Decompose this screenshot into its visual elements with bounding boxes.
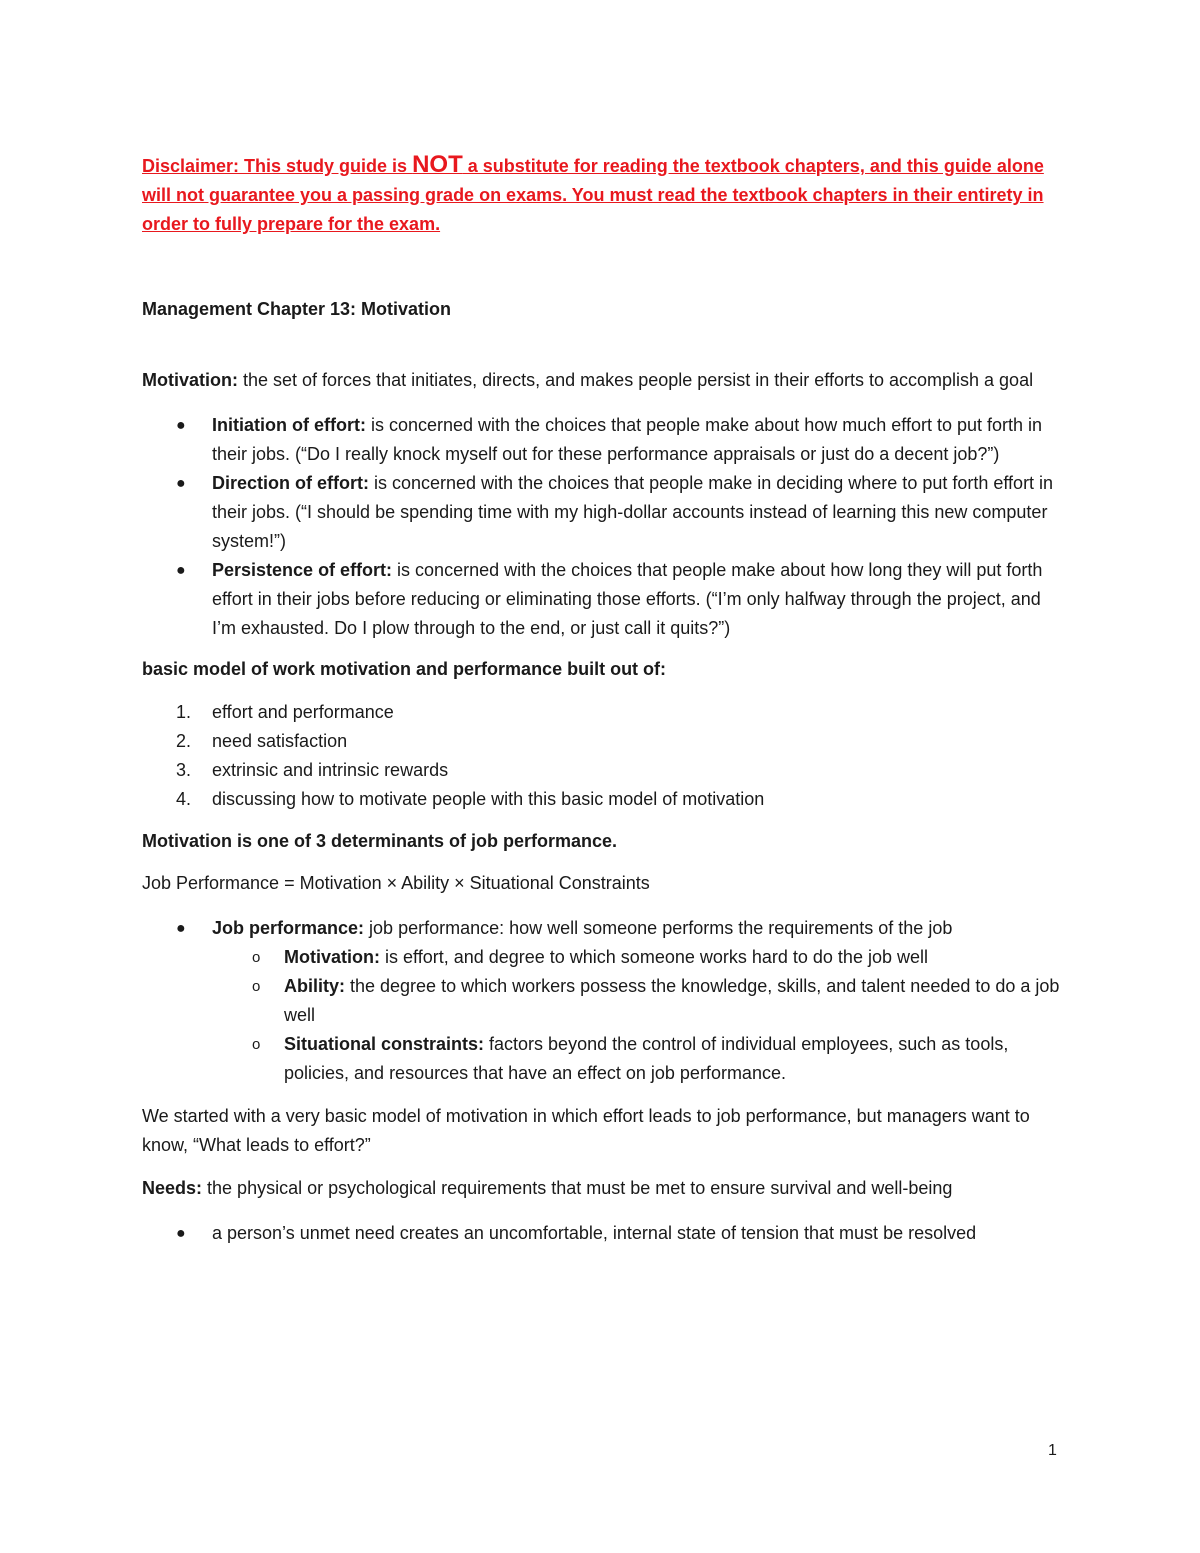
job-performance-sublist (212, 943, 1062, 1088)
model-heading: basic model of work motivation and performance built out of: (142, 659, 667, 679)
list-item (142, 1219, 1062, 1248)
list-item (142, 556, 1062, 643)
list-item (142, 698, 1062, 727)
list-item (142, 785, 1062, 814)
list-item-term: Job performance: (212, 918, 365, 938)
list-item (142, 756, 1062, 785)
list-number: 2. (176, 731, 192, 751)
needs-text: the physical or psychological requirements that must be met to ensure survival and well-being (202, 1178, 953, 1198)
job-performance-list (142, 914, 1062, 1088)
list-item (142, 411, 1062, 469)
motivation-text: the set of forces that initiates, directs, and makes people persist in their efforts to accomplish a goal (238, 370, 1034, 390)
sub-item-term: Ability: (284, 976, 345, 996)
list-item (142, 914, 1062, 1088)
motivation-term: Motivation: (142, 370, 238, 390)
list-item-text: need satisfaction (212, 731, 348, 751)
sub-item-text: factors beyond the control of individual employees, such as tools, policies, and resources that have an effect on job performance. (284, 1034, 1009, 1083)
chapter-title: Management Chapter 13: Motivation (142, 299, 452, 319)
list-item-text: a person’s unmet need creates an uncomfortable, internal state of tension that must be resolved (212, 1223, 977, 1243)
list-item-text: is concerned with the choices that people make in deciding where to put forth effort in their jobs. (“I should be spending time with my high-dollar accounts instead of learning this new computer system!”) (212, 473, 1054, 551)
list-item-text: job performance: how well someone performs the requirements of the job (364, 918, 953, 938)
list-item-term: Direction of effort: (212, 473, 369, 493)
model-list (142, 698, 1062, 814)
circle-bullet-icon: o (252, 978, 261, 995)
disclaimer-part2: a substitute for reading the textbook chapters, and this guide alone will not guarantee you a passing grade on exams. You must read the textbook chapters in their entirety in order to fully prepare for the exam. (142, 156, 1044, 234)
bullet-icon: ● (176, 1225, 186, 1242)
list-item-term: Persistence of effort: (212, 560, 393, 580)
list-number: 1. (176, 702, 192, 722)
determinants-heading: Motivation is one of 3 determinants of job performance. (142, 831, 618, 851)
list-number: 3. (176, 760, 192, 780)
disclaimer (142, 150, 1062, 239)
sub-list-item (212, 943, 1062, 972)
list-item-term: Initiation of effort: (212, 415, 366, 435)
needs-term: Needs: (142, 1178, 203, 1198)
list-item-text: is concerned with the choices that people make about how much effort to put forth in their jobs. (“Do I really knock myself out for these performance appraisals or just do a decent job?”) (212, 415, 1043, 464)
list-item-text: discussing how to motivate people with this basic model of motivation (212, 789, 765, 809)
effort-paragraph: We started with a very basic model of motivation in which effort leads to job performance, but managers want to know, “What leads to effort?” (142, 1106, 1030, 1155)
page-number: 1 (1048, 1442, 1057, 1459)
list-item (142, 727, 1062, 756)
bullet-icon: ● (176, 920, 186, 937)
sub-item-term: Motivation: (284, 947, 380, 967)
needs-definition (142, 1174, 1062, 1203)
job-performance-formula: Job Performance = Motivation × Ability × Situational Constraints (142, 873, 650, 893)
motivation-definition (142, 366, 1062, 395)
effort-list (142, 411, 1062, 643)
list-item-text: is concerned with the choices that people make about how long they will put forth effort in their jobs before reducing or eliminating those efforts. (“I’m only halfway through the project, and I’m exhausted. Do I plow through to the end, or just call it quits?”) (212, 560, 1043, 638)
bullet-icon: ● (176, 562, 186, 579)
bullet-icon: ● (176, 475, 186, 492)
list-item-text: extrinsic and intrinsic rewards (212, 760, 449, 780)
disclaimer-part1: Disclaimer: This study guide is (142, 156, 413, 176)
sub-item-term: Situational constraints: (284, 1034, 485, 1054)
disclaimer-emphasis: NOT (412, 151, 463, 178)
list-item (142, 469, 1062, 556)
list-item-text: effort and performance (212, 702, 394, 722)
bullet-icon: ● (176, 417, 186, 434)
sub-list-item (212, 1030, 1062, 1088)
list-number: 4. (176, 789, 192, 809)
sub-item-text: is effort, and degree to which someone works hard to do the job well (380, 947, 928, 967)
circle-bullet-icon: o (252, 949, 261, 966)
document-page (142, 150, 1062, 1248)
needs-list (142, 1219, 1062, 1248)
sub-list-item (212, 972, 1062, 1030)
circle-bullet-icon: o (252, 1036, 261, 1053)
sub-item-text: the degree to which workers possess the knowledge, skills, and talent needed to do a job well (284, 976, 1060, 1025)
